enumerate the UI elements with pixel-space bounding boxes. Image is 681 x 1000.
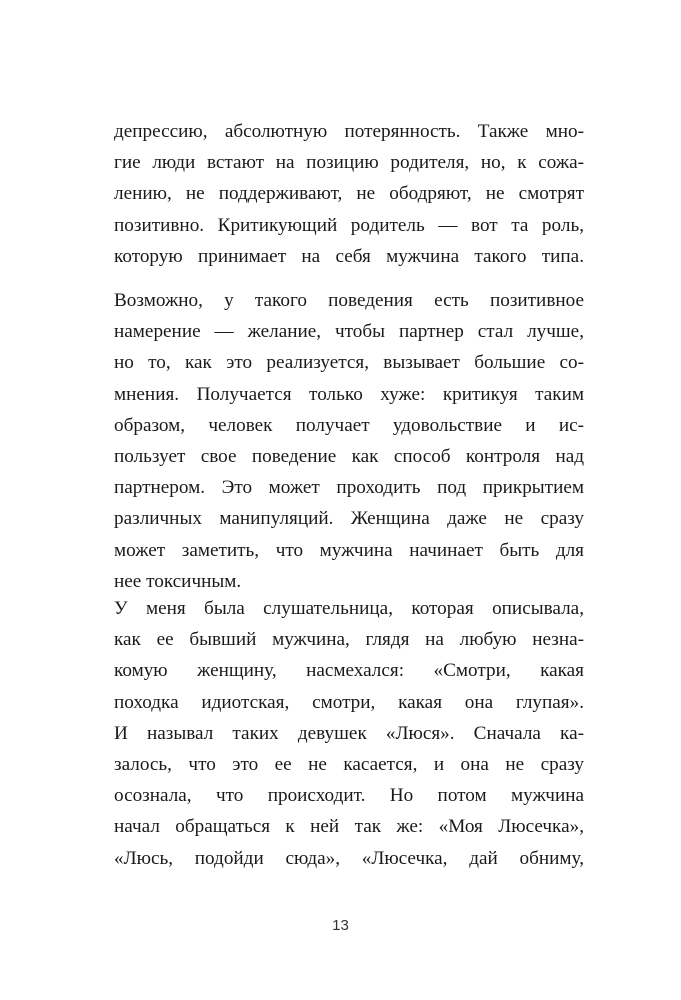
text-line: «Люсь, подойди сюда», «Люсечка, дай обниму, — [114, 847, 584, 869]
text-line: партнером. Это может проходить под прикрытием — [114, 477, 584, 499]
text-line: которую принимает на себя мужчина такого типа. — [114, 245, 584, 267]
text-line: пользует свое поведение как способ контроля над — [114, 445, 584, 467]
text-line: может заметить, что мужчина начинает быть для — [114, 539, 584, 561]
text-line: У меня была слушательница, которая описывала, — [114, 598, 584, 619]
text-line: осознала, что происходит. Но потом мужчина — [114, 785, 584, 807]
text-line: комую женщину, насмехался: «Смотри, какая — [114, 660, 584, 682]
paragraph-1 — [114, 116, 584, 272]
text-line: Возможно, у такого поведения есть позитивное — [114, 290, 584, 311]
paragraph-2 — [114, 285, 584, 597]
text-line: мнения. Получается только хуже: критикуя таким — [114, 383, 584, 405]
text-line: походка идиотская, смотри, какая она глупая». — [114, 691, 584, 713]
text-line: позитивно. Критикующий родитель — вот та роль, — [114, 214, 584, 236]
text-line: залось, что это ее не касается, и она не сразу — [114, 753, 584, 775]
text-line: но то, как это реализуется, вызывает большие со- — [114, 352, 584, 374]
text-line: нее токсичным. — [114, 570, 242, 592]
text-line: как ее бывший мужчина, глядя на любую незна- — [114, 629, 584, 651]
text-line: различных манипуляций. Женщина даже не сразу — [114, 508, 584, 530]
text-line: депрессию, абсолютную потерянность. Также мно- — [114, 121, 584, 142]
text-line: лению, не поддерживают, не ободряют, не смотрят — [114, 183, 584, 205]
page-number: 13 — [332, 917, 349, 934]
paragraph-3 — [114, 593, 584, 874]
text-line: образом, человек получает удовольствие и ис- — [114, 414, 584, 436]
text-line: И называл таких девушек «Люся». Сначала ка- — [114, 722, 584, 744]
text-line: намерение — желание, чтобы партнер стал лучше, — [114, 321, 584, 343]
text-line: гие люди встают на позицию родителя, но, к сожа- — [114, 152, 584, 174]
text-line: начал обращаться к ней так же: «Моя Люсечка», — [114, 816, 584, 838]
